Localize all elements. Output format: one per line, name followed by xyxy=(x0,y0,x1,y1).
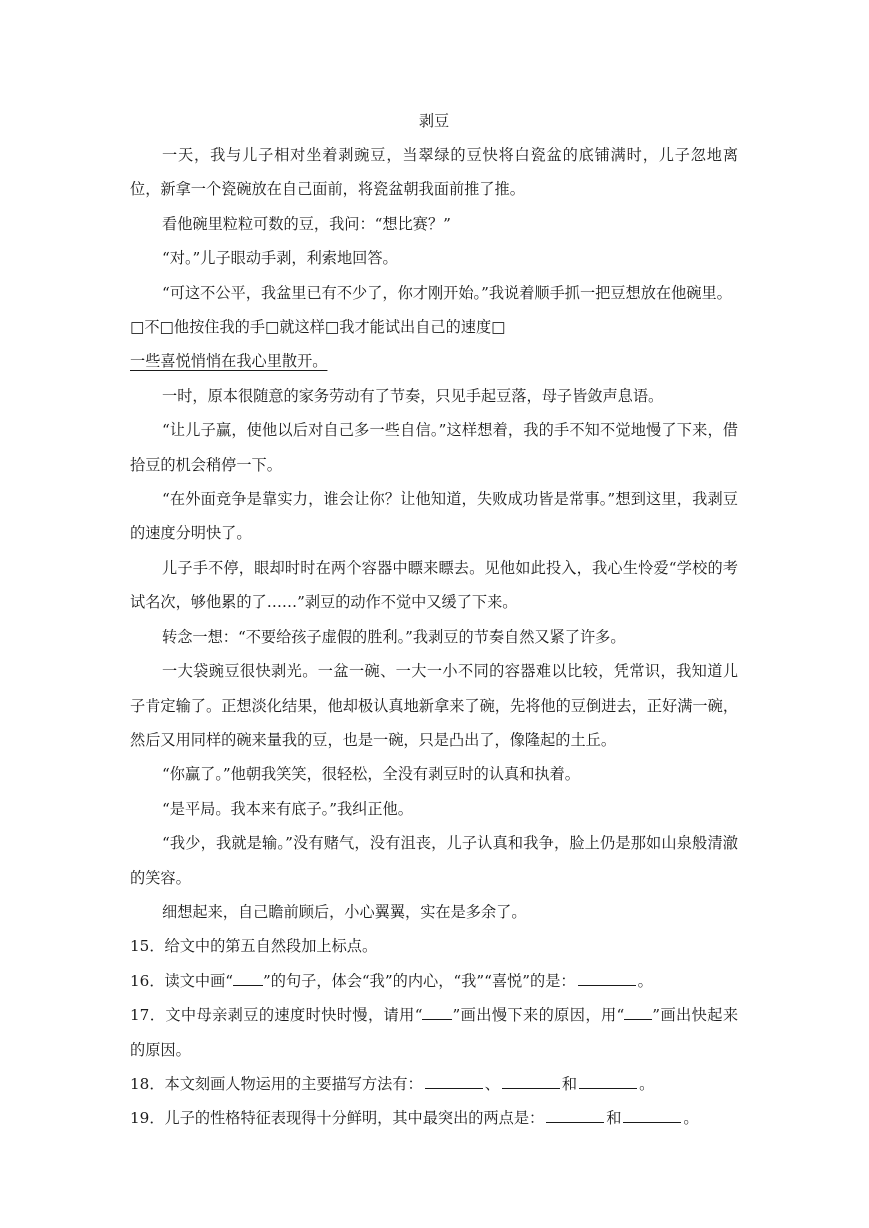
question-18-text: 18．本文刻画人物运用的主要描写方法有： xyxy=(130,1074,423,1093)
question-19-text: 19．儿子的性格特征表现得十分鲜明，其中最突出的两点是： xyxy=(130,1109,545,1128)
question-19-end: 。 xyxy=(683,1109,699,1128)
paragraph-4: “可这不公平，我盆里已有不少了，你才刚开始。”我说着顺手抓一把豆想放在他碗里。 xyxy=(162,283,732,302)
question-16-text-2: ”的句子，体会“我”的内心，“我”“喜悦”的是： xyxy=(263,971,576,990)
paragraph-7: 一时，原本很随意的家务劳动有了节奏，只见手起豆落，母子皆敛声息语。 xyxy=(162,386,664,405)
article-title: 剥豆 xyxy=(418,112,450,130)
question-17-text: 17．文中母亲剥豆的速度时快时慢，请用“ xyxy=(130,1006,423,1025)
question-17-text-2: ”画出慢下来的原因，用“ xyxy=(452,1006,625,1025)
separator: 和 xyxy=(606,1109,622,1128)
answer-blank-2[interactable] xyxy=(502,1074,560,1089)
question-16-text: 16．读文中画“ xyxy=(130,971,234,990)
question-16-end: 。 xyxy=(637,971,653,990)
answer-blank[interactable] xyxy=(578,971,636,986)
paragraph-11: 转念一想：“不要给孩子虚假的胜利。”我剥豆的节奏自然又紧了许多。 xyxy=(162,627,626,646)
paragraph-9: “在外面竞争是靠实力，谁会让你？让他知道，失败成功皆是常事。”想到这里，我剥豆的速度分明快了。 xyxy=(130,490,738,543)
paragraph-3: “对。”儿子眼动手剥，利索地回答。 xyxy=(162,249,398,268)
paragraph-12: 一大袋豌豆很快剥光。一盆一碗、一大一小不同的容器难以比较，凭常识，我知道儿子肯定输了。正想淡化结果，他却极认真地新拿来了碗，先将他的豆倒进去，正好满一碗，然后又用同样的碗来量我的豆，也是一碗，只是凸出了，像隆起的土丘。 xyxy=(130,662,738,749)
question-19 xyxy=(130,1101,738,1135)
solid-line-marker xyxy=(233,971,263,986)
paragraph-6-underlined xyxy=(130,344,738,378)
answer-blank-1[interactable] xyxy=(546,1108,604,1123)
document-page xyxy=(130,104,738,1136)
paragraph-1: 一天，我与儿子相对坐着剥豌豆，当翠绿的豆快将白瓷盆的底铺满时，儿子忽地离位，新拿一个瓷碗放在自己面前，将瓷盆朝我面前推了推。 xyxy=(130,146,738,199)
question-16 xyxy=(130,964,738,998)
underlined-sentence: 一些喜悦悄悄在我心里散开。 xyxy=(130,352,328,371)
paragraph-2: 看他碗里粒粒可数的豆，我问：“想比赛？” xyxy=(162,214,451,233)
paragraph-13: “你赢了。”他朝我笑笑，很轻松，全没有剥豆时的认真和执着。 xyxy=(162,765,580,784)
paragraph-14: “是平局。我本来有底子。”我纠正他。 xyxy=(162,799,413,818)
question-18 xyxy=(130,1067,738,1101)
paragraph-10: 儿子手不停，眼却时时在两个容器中瞟来瞟去。见他如此投入，我心生怜爱“学校的考试名次，够他累的了……”剥豆的动作不觉中又缓了下来。 xyxy=(130,558,738,612)
answer-blank-2[interactable] xyxy=(623,1108,681,1123)
solid-line-marker xyxy=(422,1005,452,1020)
answer-blank-1[interactable] xyxy=(425,1074,483,1089)
question-15: 15．给文中的第五自然段加上标点。 xyxy=(130,937,378,956)
paragraph-5-unpunctuated: □不□他按住我的手□就这样□我才能试出自己的速度□ xyxy=(130,318,506,337)
paragraph-8: “让儿子赢，使他以后对自己多一些自信。”这样想着，我的手不知不觉地慢了下来，借拾豆的机会稍停一下。 xyxy=(130,421,738,474)
separator: 、 xyxy=(484,1074,500,1093)
separator: 和 xyxy=(561,1074,578,1093)
wavy-line-marker xyxy=(624,1005,652,1020)
paragraph-16: 细想起来，自己瞻前顾后，小心翼翼，实在是多余了。 xyxy=(162,902,527,921)
question-18-end: 。 xyxy=(639,1074,655,1093)
question-17-text-3: ”画出快起来的原因。 xyxy=(130,1006,739,1059)
paragraph-15: “我少，我就是输。”没有赌气，没有沮丧，儿子认真和我争，脸上仍是那如山泉般清澈的笑容。 xyxy=(130,834,738,887)
question-17 xyxy=(130,998,738,1067)
answer-blank-3[interactable] xyxy=(579,1074,637,1089)
